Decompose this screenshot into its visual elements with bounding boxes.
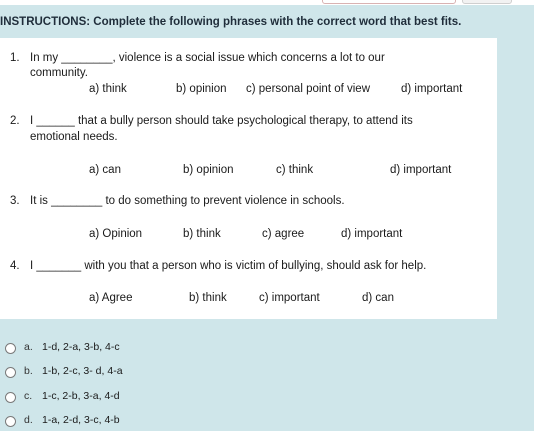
answer-choice-a[interactable] — [0, 340, 300, 358]
question-2-option-c: c) think — [276, 164, 314, 176]
question-2-option-b: b) opinion — [183, 164, 234, 176]
question-2-option-d: d) important — [390, 164, 452, 176]
question-2-text: I ______ that a bully person should take psychological therapy, to attend its — [30, 115, 413, 127]
question-4-text: I _______ with you that a person who is victim of bullying, should ask for help. — [30, 260, 427, 272]
question-1-option-d: d) important — [401, 83, 463, 95]
question-4-option-c: c) important — [259, 292, 320, 304]
question-4-option-d: d) can — [362, 292, 394, 304]
answer-text: 1-b, 2-c, 3- d, 4-a — [42, 365, 123, 377]
answer-choice-c[interactable] — [0, 389, 300, 407]
question-2-text-cont: emotional needs. — [30, 131, 118, 143]
radio-button[interactable] — [5, 343, 16, 354]
question-1-option-a: a) think — [89, 83, 127, 95]
answer-text: 1-c, 2-b, 3-a, 4-d — [42, 390, 120, 402]
question-card — [0, 38, 497, 319]
question-3-text: It is ________ to do something to prevent violence in schools. — [30, 195, 345, 207]
question-1-option-c: c) personal point of view — [246, 83, 371, 95]
radio-button[interactable] — [5, 416, 16, 427]
question-2-option-a: a) can — [89, 164, 121, 176]
instructions-text: INSTRUCTIONS: Complete the following phrases with the correct word that best fits. — [0, 16, 462, 28]
question-1-text-cont: community. — [30, 67, 88, 79]
question-4-option-b: b) think — [189, 292, 227, 304]
top-button-partial-secondary[interactable] — [462, 0, 512, 4]
answer-choice-d[interactable] — [0, 413, 300, 431]
radio-button[interactable] — [5, 392, 16, 403]
answer-letter: c. — [24, 390, 33, 402]
radio-button[interactable] — [5, 367, 16, 378]
answer-text: 1-a, 2-d, 3-c, 4-b — [42, 414, 120, 426]
question-3-option-b: b) think — [183, 228, 221, 240]
question-3-number: 3. — [10, 195, 20, 207]
answer-text: 1-d, 2-a, 3-b, 4-c — [42, 341, 120, 353]
question-4-option-a: a) Agree — [89, 292, 133, 304]
question-1-option-b: b) opinion — [176, 83, 227, 95]
question-4-number: 4. — [10, 260, 20, 272]
question-3-option-c: c) agree — [262, 228, 305, 240]
top-button-partial[interactable] — [322, 0, 456, 4]
question-3-option-a: a) Opinion — [89, 228, 143, 240]
answer-letter: a. — [24, 341, 33, 353]
question-3-option-d: d) important — [341, 228, 403, 240]
answer-choice-b[interactable] — [0, 364, 300, 382]
question-1-number: 1. — [10, 52, 20, 64]
question-2-number: 2. — [10, 115, 20, 127]
question-1-text: In my ________, violence is a social issue which concerns a lot to our — [30, 52, 385, 64]
answer-letter: d. — [24, 414, 33, 426]
answer-letter: b. — [24, 365, 33, 377]
